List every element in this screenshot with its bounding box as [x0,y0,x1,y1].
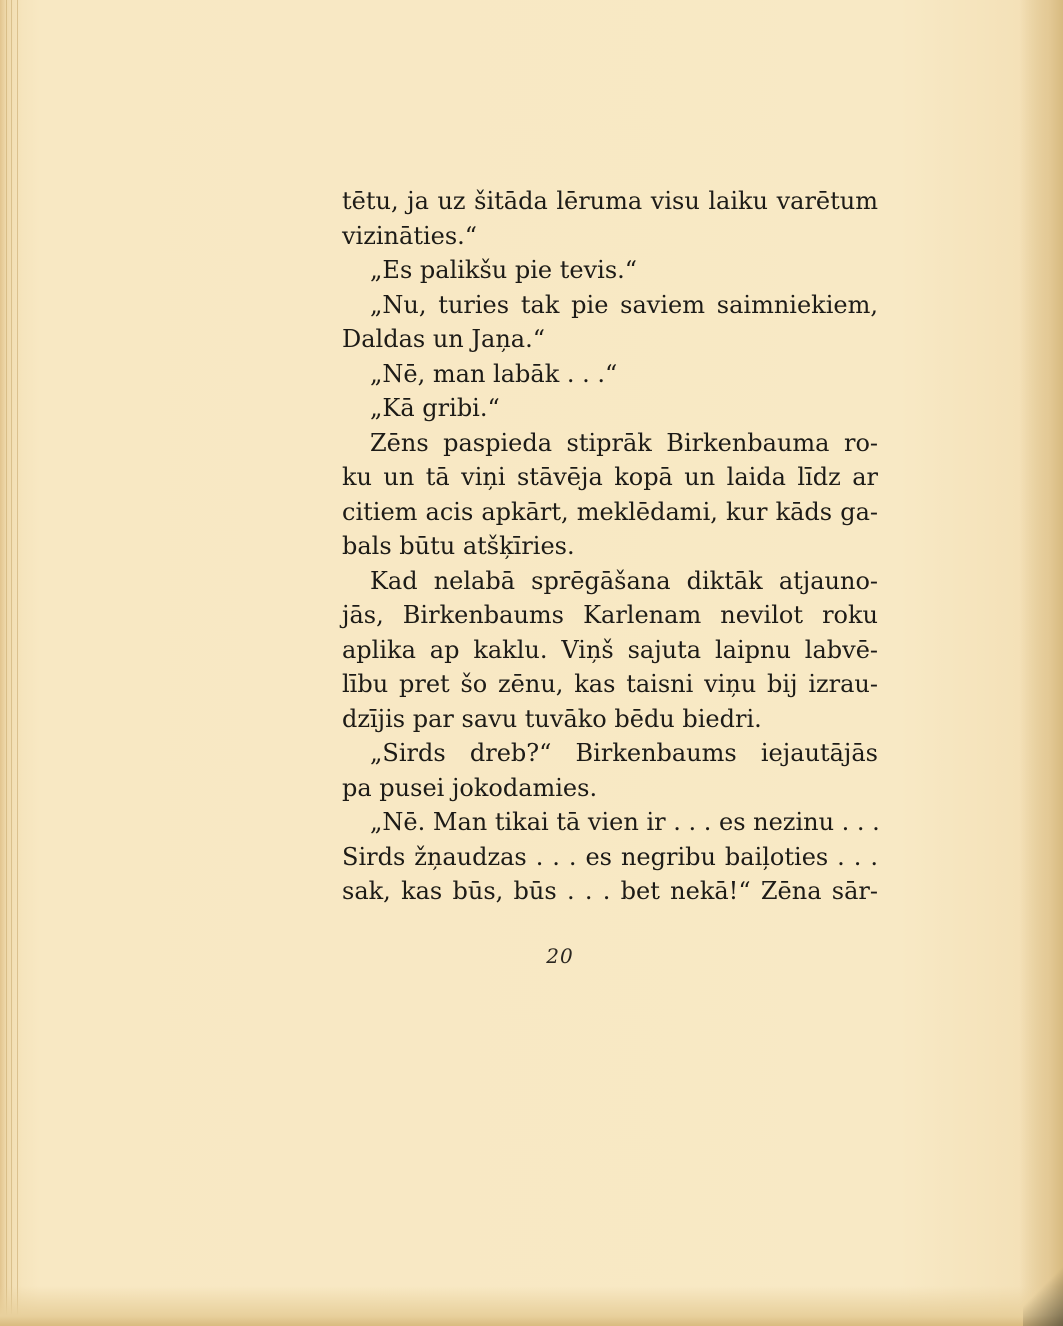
page-corner-shadow [1023,1266,1063,1326]
page-edge-line [6,0,7,1326]
text-line: „Sirds dreb?“ Birkenbaums iejautājās [370,739,878,767]
text-line: lību pret šo zēnu, kas taisni viņu bij izrau- [342,670,878,698]
page-edge-line [17,0,18,1326]
text-line: pa pusei jokodamies. [342,773,598,802]
text-line: dzījis par savu tuvāko bēdu biedri. [342,704,762,733]
text-line: bals būtu atšķīries. [342,532,575,560]
page-bottom-edge [0,1286,1063,1326]
text-line: Sirds žņaudzas . . . es negribu baiļoties . . . [342,842,878,871]
text-line: „Es palikšu pie tevis.“ [370,256,638,284]
text-line: „Nē. Man tikai tā vien ir . . . es nezinu . . . [370,808,880,836]
page-number: 20 [546,944,574,968]
text-line: Kad nelabā sprēgāšana diktāk atjauno- [370,566,878,595]
text-line: jās, Birkenbaums Karlenam nevilot roku [342,601,878,629]
text-line: tētu, ja uz šitāda lēruma visu laiku varētum [342,187,878,215]
text-line: ku un tā viņi stāvēja kopā un laida līdz ar [342,463,878,491]
page-right-shadow [1019,0,1063,1326]
text-line: „Kā gribi.“ [370,394,500,422]
text-line: vizināties.“ [342,221,478,250]
text-line: aplika ap kaklu. Viņš sajuta laipnu labvē- [342,635,878,664]
body-text [342,184,878,909]
text-line: Zēns paspieda stiprāk Birkenbauma ro- [370,428,878,457]
text-line: „Nu, turies tak pie saviem saimniekiem, [370,290,878,319]
text-line: „Nē, man labāk . . .“ [370,359,618,388]
text-line: sak, kas būs, būs . . . bet nekā!“ Zēna sār- [342,877,878,905]
text-line: citiem acis apkārt, meklēdami, kur kāds ga- [342,497,878,526]
page-edge-line [11,0,12,1326]
text-line: Daldas un Jaņa.“ [342,325,545,353]
